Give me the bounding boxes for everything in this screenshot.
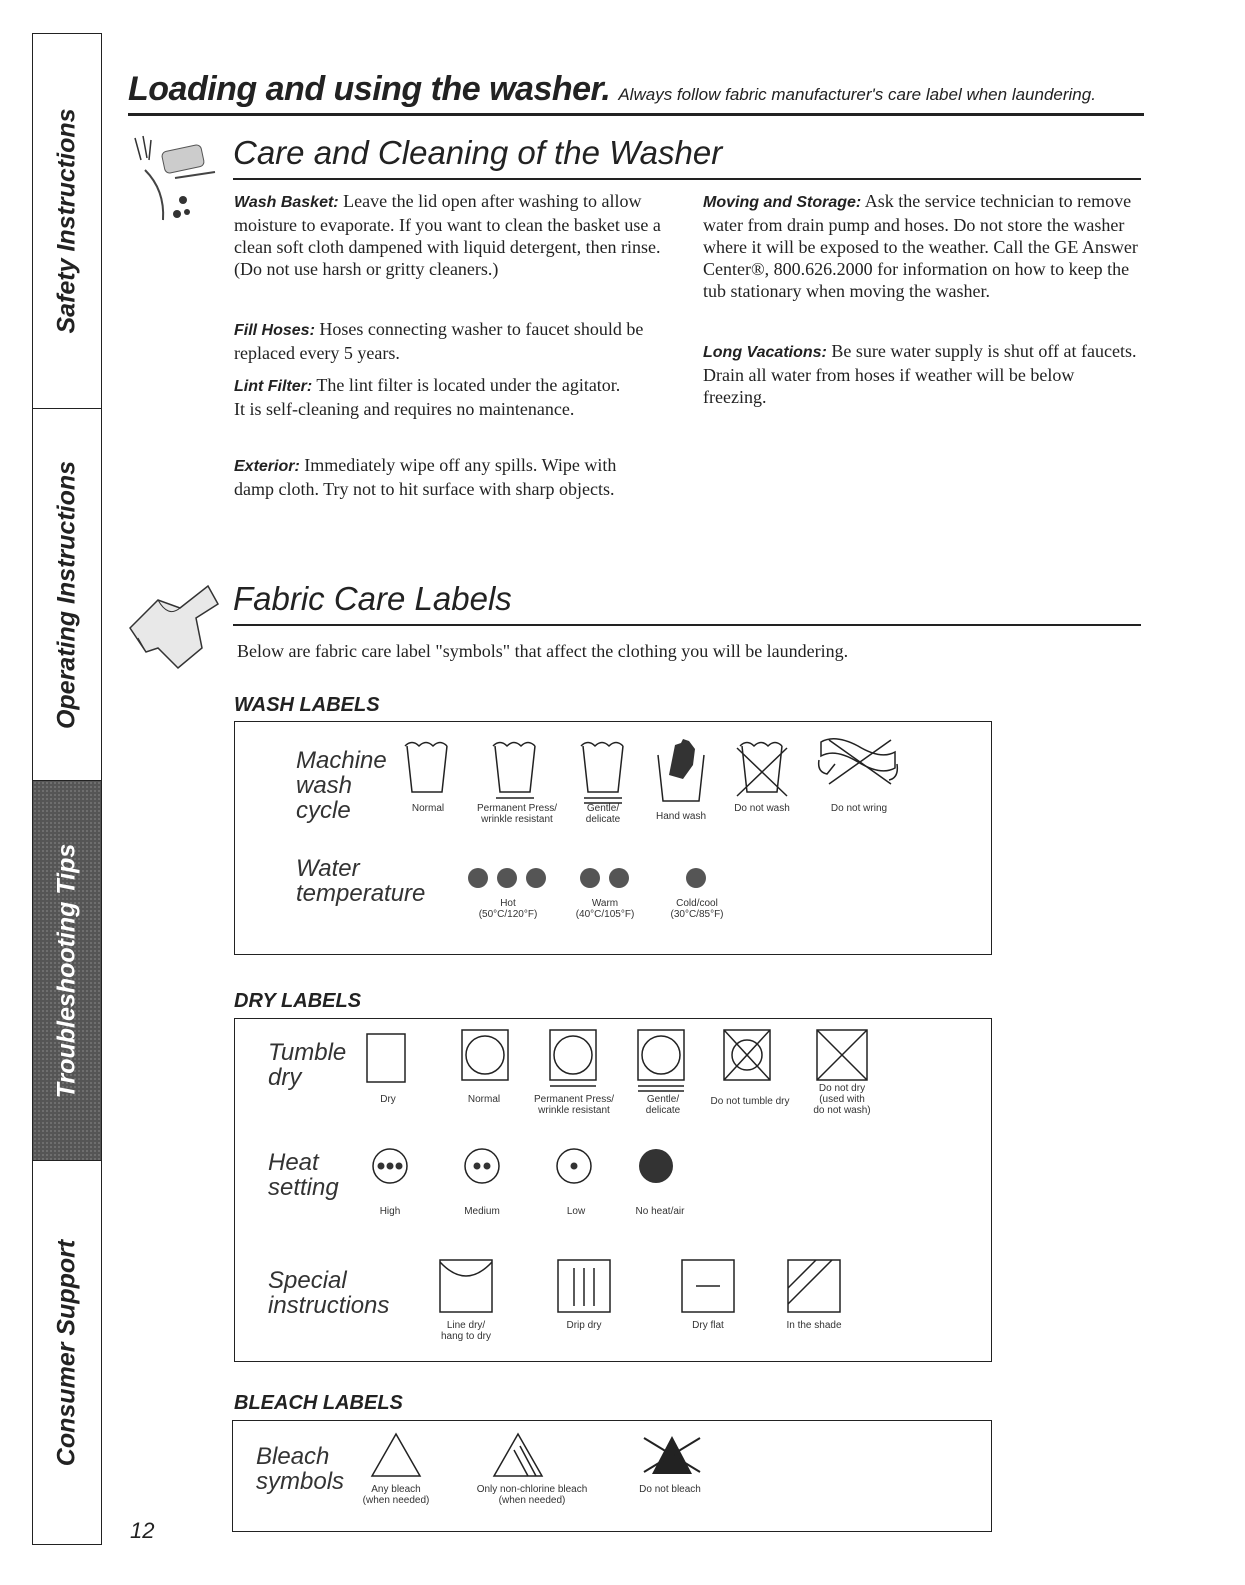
caption-tumble-dry: Dry xyxy=(380,1094,396,1105)
dry-labels-heading: DRY LABELS xyxy=(234,990,362,1012)
moving-storage-paragraph: Moving and Storage: Ask the service technician to remove water from drain pump and hoses. Do not store the washer where it will be exposed to the weather. Call the GE Answer Center®, 800.626.2000 for information on how to keep the tub stationary when moving the washer. xyxy=(703,191,1138,301)
water-hot-icon xyxy=(466,866,550,890)
bleach-labels-heading: BLEACH LABELS xyxy=(234,1392,403,1414)
lint-filter-paragraph: Lint Filter: The lint filter is located under the agitator. It is self-cleaning and requires no maintenance. xyxy=(234,375,621,419)
heat-setting-label: Heat setting xyxy=(268,1149,339,1201)
do-not-tumble-dry-icon xyxy=(722,1028,772,1084)
caption-water-hot: Hot (50°C/120°F) xyxy=(478,898,538,920)
do-not-bleach-icon xyxy=(640,1432,704,1478)
long-vacations-paragraph: Long Vacations: Be sure water supply is shut off at faucets. Drain all water from hoses if weather will be below freezing. xyxy=(703,341,1137,407)
fill-hoses-paragraph: Fill Hoses: Hoses connecting washer to faucet should be replaced every 5 years. xyxy=(234,319,644,363)
machine-wash-cycle-label: Machine wash cycle xyxy=(296,747,387,824)
caption-do-not-bleach: Do not bleach xyxy=(639,1484,701,1495)
wash-normal-icon xyxy=(402,738,452,796)
non-chlorine-bleach-icon xyxy=(492,1432,544,1478)
caption-do-not-wash: Do not wash xyxy=(734,803,790,814)
caption-non-chlorine-bleach: Only non-chlorine bleach (when needed) xyxy=(476,1484,588,1506)
caption-tumble-normal: Normal xyxy=(467,1094,501,1105)
caption-dry-flat: Dry flat xyxy=(692,1320,724,1331)
tumble-dry-icon xyxy=(365,1032,409,1084)
fabric-shirt-illustration-icon xyxy=(118,578,228,673)
tumble-normal-icon xyxy=(460,1028,510,1084)
care-section-title: Care and Cleaning of the Washer xyxy=(233,134,723,171)
caption-any-bleach: Any bleach (when needed) xyxy=(362,1484,430,1506)
do-not-wring-icon xyxy=(815,738,901,788)
wash-gentle-icon xyxy=(578,738,628,806)
do-not-wash-icon xyxy=(735,738,789,798)
caption-heat-low: Low xyxy=(566,1206,586,1217)
fabric-intro-text: Below are fabric care label "symbols" that affect the clothing you will be laundering. xyxy=(237,641,849,661)
tumble-permanent-press-icon xyxy=(548,1028,598,1090)
sidebar-nav xyxy=(32,33,102,1545)
heat-medium-icon xyxy=(462,1146,502,1186)
caption-hand-wash: Hand wash xyxy=(655,811,707,822)
tumble-dry-label: Tumble dry xyxy=(268,1039,347,1091)
water-warm-icon xyxy=(578,866,634,890)
wash-labels-heading: WASH LABELS xyxy=(234,694,380,716)
caption-wash-permanent-press: Permanent Press/ wrinkle resistant xyxy=(476,803,558,825)
drip-dry-icon xyxy=(556,1258,612,1314)
caption-wash-normal: Normal xyxy=(411,803,445,814)
water-temperature-label: Water temperature xyxy=(296,855,426,907)
washer-cleaning-illustration-icon xyxy=(125,130,225,225)
tab-safety-instructions[interactable]: Safety Instructions xyxy=(33,34,101,409)
do-not-dry-icon xyxy=(815,1028,869,1084)
tab-troubleshooting-tips[interactable]: Troubleshooting Tips xyxy=(33,781,101,1161)
line-dry-icon xyxy=(438,1258,494,1314)
fabric-section-title: Fabric Care Labels xyxy=(233,580,512,617)
tab-operating-instructions[interactable]: Operating Instructions xyxy=(33,409,101,781)
dry-in-shade-icon xyxy=(786,1258,842,1314)
care-section-rule xyxy=(233,178,1141,180)
caption-heat-none: No heat/air xyxy=(635,1206,685,1217)
page-subtitle: Always follow fabric manufacturer's care label when laundering. xyxy=(618,85,1096,104)
any-bleach-icon xyxy=(370,1432,422,1478)
page-number: 12 xyxy=(130,1518,155,1543)
caption-tumble-permanent-press: Permanent Press/ wrinkle resistant xyxy=(533,1094,615,1116)
water-cold-icon xyxy=(684,866,708,890)
heat-high-icon xyxy=(370,1146,410,1186)
bleach-symbols-label: Bleach symbols xyxy=(256,1443,345,1495)
page-header xyxy=(128,70,1144,116)
hand-wash-icon xyxy=(655,735,707,803)
special-instructions-label: Special instructions xyxy=(268,1267,390,1319)
caption-heat-high: High xyxy=(379,1206,401,1217)
heat-low-icon xyxy=(554,1146,594,1186)
caption-drip-dry: Drip dry xyxy=(566,1320,602,1331)
caption-wash-gentle: Gentle/ delicate xyxy=(585,803,621,825)
dry-flat-icon xyxy=(680,1258,736,1314)
caption-do-not-tumble-dry: Do not tumble dry xyxy=(710,1096,790,1107)
exterior-paragraph: Exterior: Immediately wipe off any spills. Wipe with damp cloth. Try not to hit surface with sharp objects. xyxy=(234,455,617,499)
caption-tumble-gentle: Gentle/ delicate xyxy=(645,1094,681,1116)
caption-do-not-wring: Do not wring xyxy=(830,803,888,814)
bleach-labels-box xyxy=(232,1420,992,1532)
caption-line-dry: Line dry/ hang to dry xyxy=(440,1320,492,1342)
tab-consumer-support[interactable]: Consumer Support xyxy=(52,1239,81,1466)
heat-none-icon xyxy=(636,1146,676,1186)
wash-basket-paragraph: Wash Basket: Leave the lid open after washing to allow moisture to evaporate. If you want to clean the basket use a clean soft cloth dampened with liquid detergent, then rinse. (Do not use harsh or gritty cleaners.) xyxy=(234,191,661,279)
fabric-section-rule xyxy=(233,624,1141,626)
tumble-gentle-icon xyxy=(636,1028,686,1094)
caption-do-not-dry: Do not dry (used with do not wash) xyxy=(813,1083,871,1116)
caption-water-warm: Warm (40°C/105°F) xyxy=(575,898,635,920)
caption-dry-in-shade: In the shade xyxy=(786,1320,842,1331)
caption-heat-medium: Medium xyxy=(464,1206,500,1217)
caption-water-cold: Cold/cool (30°C/85°F) xyxy=(670,898,724,920)
page-title: Loading and using the washer. xyxy=(128,70,611,108)
wash-permanent-press-icon xyxy=(490,738,540,802)
